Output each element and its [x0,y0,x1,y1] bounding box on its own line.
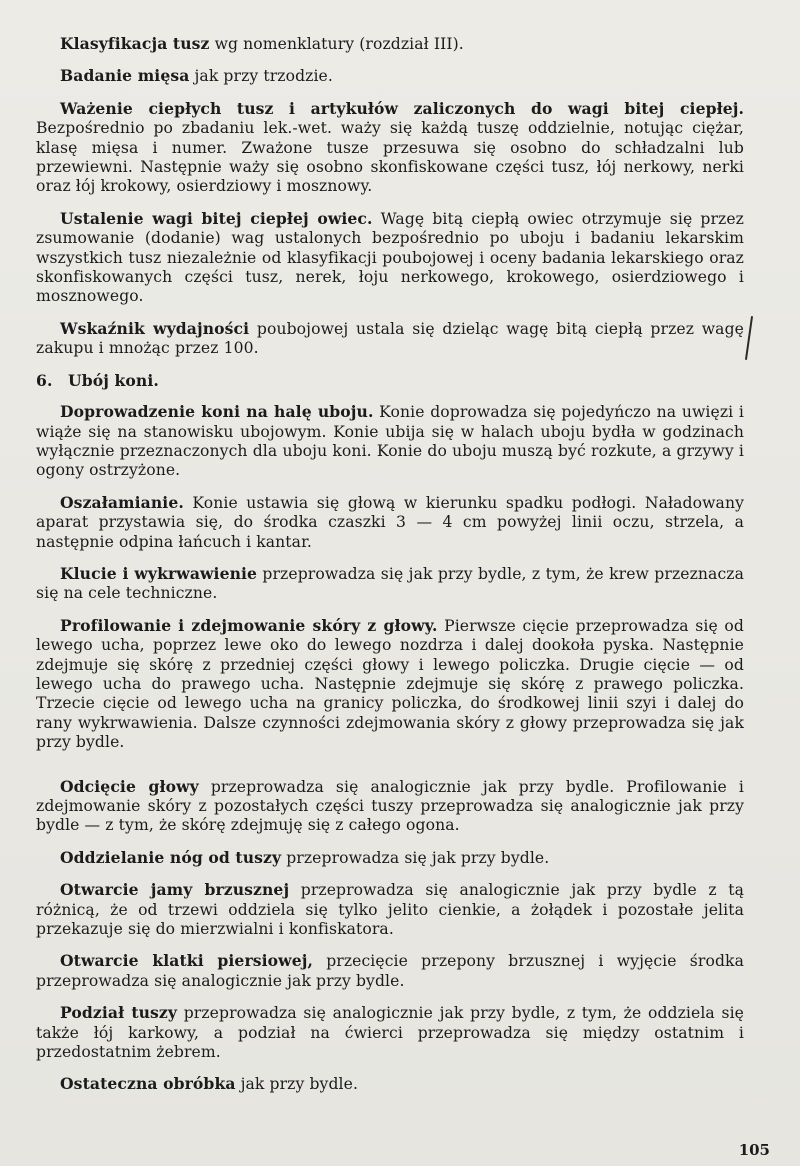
paragraph-text: Wagę bitą ciepłą owiec otrzymuje się przez zsumowanie (dodanie) wag ustalonych bezpośrednio po uboju i badaniu lekarskim wszystkich tusz niezależnie od klasyfikacji poubojowej i oceny badania lekarskiego oraz skonfiskowanych części tusz, nerek, łoju nerkowego, krokowego, osierdziowego i mosznowego. [36,209,744,306]
paragraph-text: Bezpośrednio po zbadaniu lek.-wet. waży się każdą tuszę oddzielnie, notując ciężar, klasę mięsa i numer. Zważone tusze przesuwa się osobno do schładzalni lub przewiewni. Następnie waży się osobno skonfiskowane części tusz, łój nerkowy, nerki oraz łój krokowy, osierdziowy i mosznowy. [36,119,744,196]
paragraph-text: jak przy trzodzie. [189,67,333,86]
paragraph [36,1003,744,1062]
page-text [36,34,744,1107]
paragraph-text: przeprowadza się jak przy bydle. [281,848,550,867]
paragraph [36,66,744,86]
run-in-heading: Klucie i wykrwawienie [60,563,258,583]
paragraph [36,848,744,868]
paragraph-text: Pierwsze cięcie przeprowadza się od lewego ucha, poprzez lewe oko do lewego nozdrza i dalej dookoła pyska. Następnie zdejmuje się skórę z przedniej części głowy i lewego policzka. Drugie cięcie — od lewego ucha do prawego ucha. Następnie zdejmuje się skórę z prawego policzka. Trzecie cięcie od lewego ucha na granicy policzka, do środkowej linii szyi i dalej do rany wykrwawienia. Dalsze czynności zdejmowania skóry z głowy przeprowadza się jak przy bydle. [36,616,745,752]
run-in-heading: Klasyfikacja tusz [60,34,210,53]
paragraph-text: przeprowadza się jak przy bydle, z tym, że krew przeznacza się na cele techniczne. [36,564,744,603]
paragraph-text: przeprowadza się analogicznie jak przy bydle, z tym, że oddziela się także łój karkowy, a podział na ćwierci przeprowadza się między ostatnim i przedostatnim żebrem. [36,1004,744,1062]
paragraph-text: przeprowadza się analogicznie jak przy bydle z tą różnicą, że od trzewi oddziela się tylko jelito cienkie, a żołądek i pozostałe jelita przekazuje się do mierzwialni i konfiskatora. [36,881,744,939]
section-title: Ubój koni. [68,370,159,390]
paragraph [36,616,744,753]
run-in-heading: Ustalenie wagi bitej ciepłej owiec. [60,208,373,228]
paragraph-text: przecięcie przepony brzusznej i wyjęcie środka przeprowadza się analogicznie jak przy bydle. [36,952,744,990]
run-in-heading: Badanie mięsa [60,66,190,86]
run-in-heading: Odcięcie głowy [60,776,199,796]
run-in-heading: Ostateczna obróbka [60,1074,236,1094]
paragraph [36,402,744,481]
run-in-heading: Doprowadzenie koni na halę uboju. [60,402,374,422]
paragraph [36,951,744,991]
paragraph-text: jak przy bydle. [235,1075,359,1094]
paragraph-text: Konie ustawia się głową w kierunku spadku podłogi. Naładowany aparat przystawia się, do środka czaszki 3 — 4 cm powyżej linii oczu, strzela, a następnie odpina łańcuch i kantar. [36,493,744,551]
paragraph [36,777,744,836]
run-in-heading: Oddzielanie nóg od tuszy [60,847,282,867]
paragraph [36,99,744,197]
paragraph [36,209,744,307]
run-in-heading: Profilowanie i zdejmowanie skóry z głowy. [60,615,438,635]
page-number: 105 [738,1141,770,1159]
paragraph-text: przeprowadza się analogicznie jak przy bydle. Profilowanie i zdejmowanie skóry z pozostałych części tuszy przeprowadza się analogicznie jak przy bydle — z tym, że skórę zdejmuję się z całego ogona. [36,777,744,835]
section-number: 6. [36,370,53,390]
run-in-heading: Podział tuszy [60,1003,178,1023]
margin-pencil-mark [745,316,753,360]
run-in-heading: Oszałamianie. [60,492,184,512]
paragraph [36,564,744,604]
run-in-heading: Ważenie ciepłych tusz i artykułów zaliczonych do wagi bitej ciepłej. [60,98,744,118]
paragraph [36,34,744,54]
section-heading [36,371,744,390]
run-in-heading: Wskaźnik wydajności [60,318,250,338]
paragraph [36,1074,744,1094]
paragraph-text: wg nomenklatury (rozdział III). [209,35,464,53]
paragraph [36,880,744,939]
paragraph-text: poubojowej ustala się dzieląc wagę bitą ciepłą przez wagę zakupu i mnożąc przez 100. [36,319,744,358]
run-in-heading: Otwarcie jamy brzusznej [60,880,290,900]
run-in-heading: Otwarcie klatki piersiowej, [60,951,313,971]
paragraph [36,319,744,359]
paragraph [36,493,744,552]
paragraph-text: Konie doprowadza się pojedyńczo na uwięzi i wiąże się na stanowisku ubojowym. Konie ubija się w halach uboju bydła w godzinach wyłącznie przeznaczonych dla uboju koni. Konie do uboju muszą być rozkute, a grzywy i ogony ostrzyżone. [36,403,745,480]
